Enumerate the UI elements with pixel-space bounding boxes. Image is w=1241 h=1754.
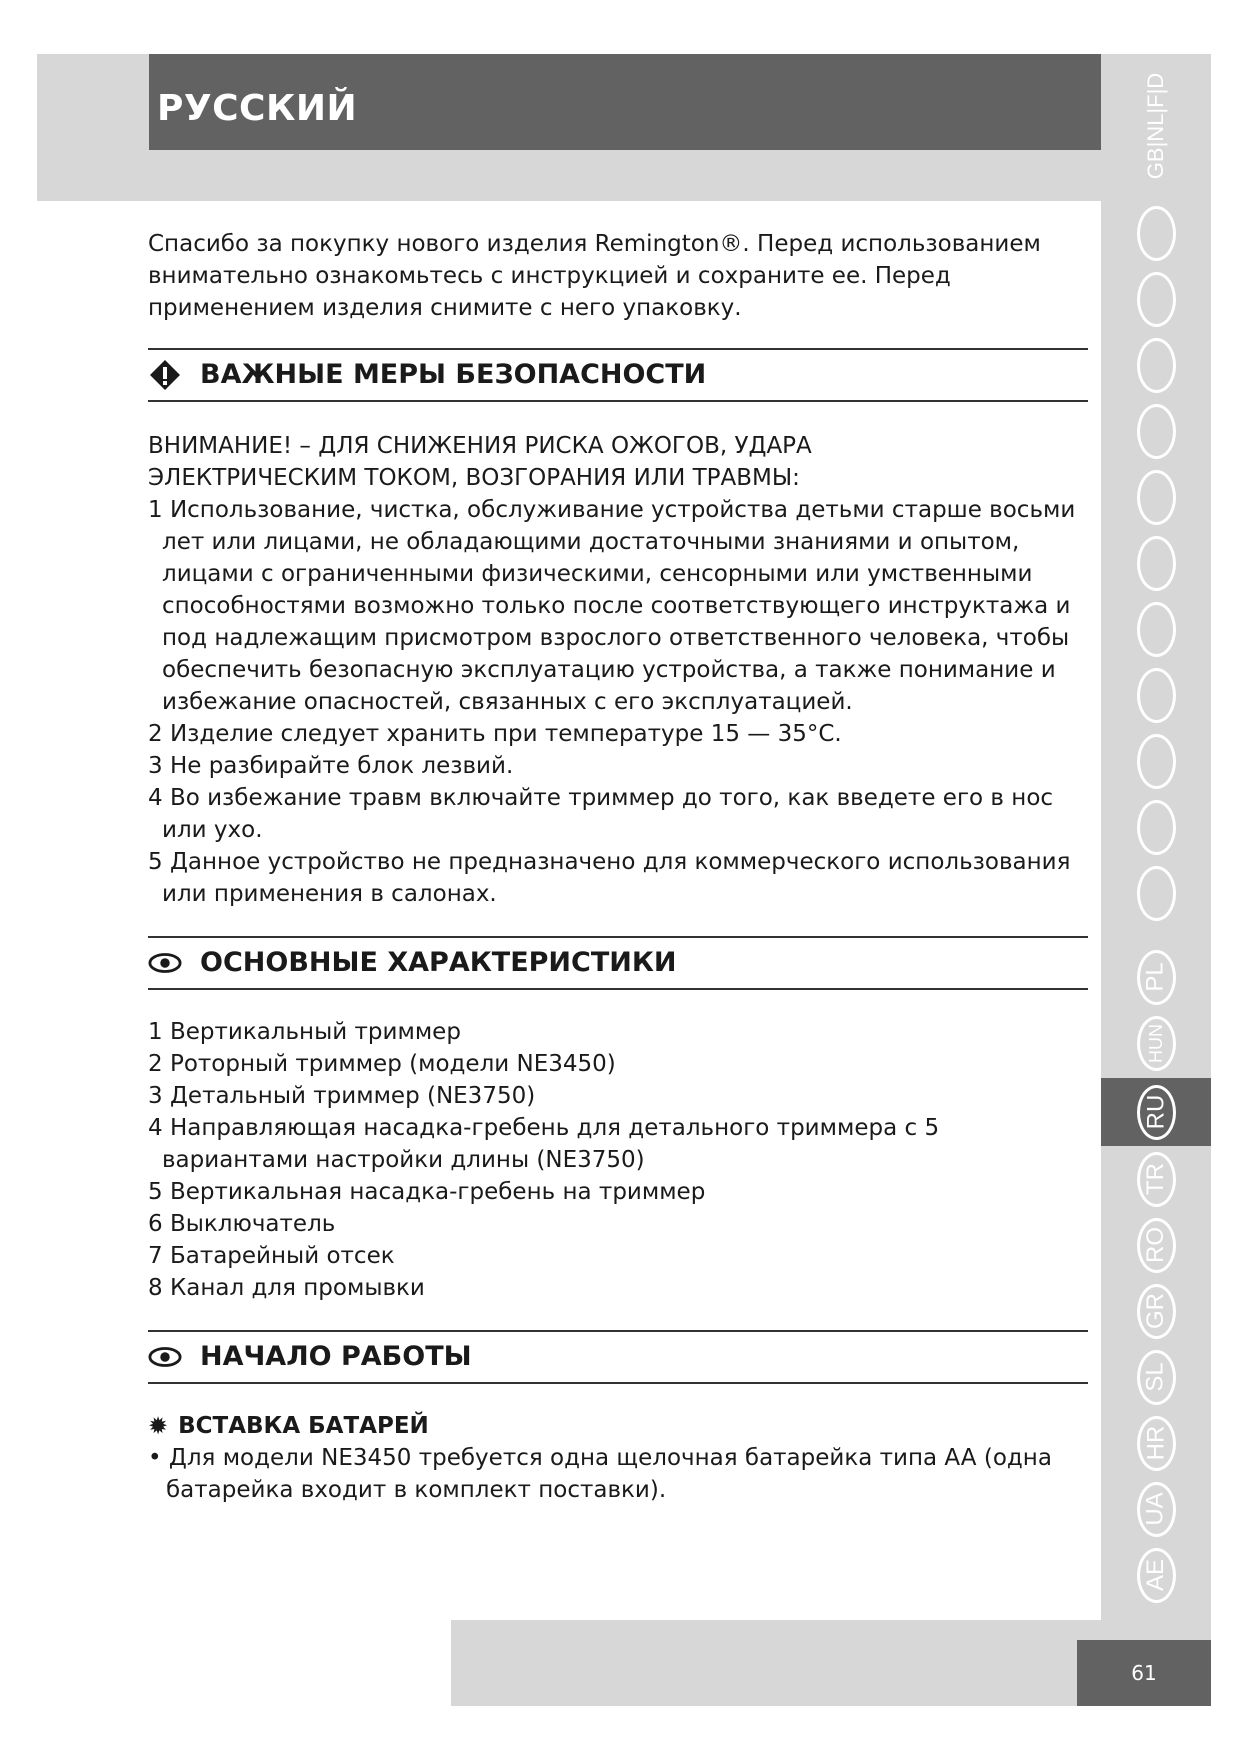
main-content [148, 228, 1088, 1506]
language-code: HUN [1145, 1023, 1166, 1063]
eye-icon [148, 1340, 182, 1374]
language-pill [1137, 1016, 1176, 1071]
list-item: 6 Выключатель [148, 1211, 336, 1237]
section-title: ВАЖНЫЕ МЕРЫ БЕЗОПАСНОСТИ [200, 359, 707, 390]
subsection-battery-heading [148, 1410, 1088, 1442]
language-tab-blank[interactable] [1101, 532, 1211, 594]
language-code: RO [1142, 1227, 1169, 1263]
language-tab-ua[interactable] [1101, 1478, 1211, 1540]
language-code: TR [1142, 1163, 1169, 1195]
bullet-text: Для модели NE3450 требуется одна щелочная батарейка типа AA (одна батарейка входит в комплект поставки). [166, 1445, 1052, 1503]
language-pill [1137, 1218, 1176, 1273]
language-pill [1137, 1284, 1176, 1339]
language-tab-blank[interactable] [1101, 796, 1211, 858]
language-code: PL [1141, 962, 1169, 992]
list-item: 8 Канал для промывки [148, 1275, 425, 1301]
intro-paragraph [148, 228, 1088, 324]
language-pill [1137, 734, 1176, 789]
section-safety-heading [148, 348, 1088, 402]
language-code: GB|NL|F|D [1142, 72, 1168, 180]
language-tab-blank[interactable] [1101, 202, 1211, 264]
language-tab-blank[interactable] [1101, 598, 1211, 660]
language-pill [1137, 470, 1176, 525]
language-tab-ru[interactable] [1101, 1081, 1211, 1143]
language-tab-blank[interactable] [1101, 268, 1211, 330]
gear-star-icon: ✹ [148, 1412, 169, 1440]
language-pill [1137, 668, 1176, 723]
intro-line: внимательно ознакомьтесь с инструкцией и сохраните ее. Перед [148, 263, 951, 289]
language-pill [1137, 1152, 1176, 1207]
language-tab-blank[interactable] [1101, 664, 1211, 726]
language-code: AE [1141, 1558, 1169, 1592]
language-code: RU [1142, 1094, 1170, 1130]
language-tab-blank[interactable] [1101, 730, 1211, 792]
language-code: GR [1142, 1293, 1169, 1329]
language-tab-hr[interactable] [1101, 1412, 1211, 1474]
list-item: 5 Данное устройство не предназначено для коммерческого использования или применения в салонах. [148, 849, 1071, 907]
language-pill [1137, 206, 1176, 261]
language-tab-gr[interactable] [1101, 1280, 1211, 1342]
safety-list [148, 494, 1088, 910]
list-item: 1 Вертикальный триммер [148, 1019, 461, 1045]
language-tab-ae[interactable] [1101, 1544, 1211, 1606]
language-pill [1137, 800, 1176, 855]
list-item: 3 Детальный триммер (NE3750) [148, 1083, 536, 1109]
bullet-icon: • [148, 1445, 169, 1471]
language-tab-blank[interactable] [1101, 334, 1211, 396]
list-item: 4 Во избежание травм включайте триммер до того, как введете его в нос или ухо. [148, 785, 1054, 843]
language-pill [1137, 1085, 1176, 1140]
language-code: UA [1142, 1492, 1169, 1526]
language-pill [1137, 1350, 1176, 1405]
eye-icon [148, 946, 182, 980]
list-item: 4 Направляющая насадка-гребень для детального триммера с 5 вариантами настройки длины (NE3750) [148, 1115, 940, 1173]
language-pill [1137, 1416, 1176, 1471]
language-tab-tr[interactable] [1101, 1148, 1211, 1210]
language-tab-pl[interactable] [1101, 946, 1211, 1008]
intro-line: Спасибо за покупку нового изделия Remington®. Перед использованием [148, 231, 1041, 257]
language-pill [1137, 866, 1176, 921]
language-code: HR [1142, 1425, 1170, 1461]
intro-line: применением изделия снимите с него упаковку. [148, 295, 742, 321]
safety-warning [148, 430, 1088, 494]
language-code: SL [1141, 1362, 1169, 1392]
language-tab-sl[interactable] [1101, 1346, 1211, 1408]
language-pill [1137, 602, 1176, 657]
language-pill [1137, 536, 1176, 591]
language-pill [1137, 950, 1176, 1005]
warning-icon [148, 358, 182, 392]
list-item: 7 Батарейный отсек [148, 1243, 395, 1269]
language-pill [1137, 272, 1176, 327]
warning-line: ЭЛЕКТРИЧЕСКИМ ТОКОМ, ВОЗГОРАНИЯ ИЛИ ТРАВМЫ: [148, 465, 800, 491]
language-tab-blank[interactable] [1101, 862, 1211, 924]
list-item: 2 Роторный триммер (модели NE3450) [148, 1051, 616, 1077]
section-title: НАЧАЛО РАБОТЫ [200, 1341, 472, 1372]
features-list [148, 1016, 1088, 1304]
page-number: 61 [1077, 1640, 1211, 1706]
list-item: 2 Изделие следует хранить при температуре 15 — 35°C. [148, 721, 842, 747]
bullet-item [148, 1442, 1088, 1506]
section-getting-started-heading [148, 1330, 1088, 1384]
list-item: 1 Использование, чистка, обслуживание устройства детьми старше восьми лет или лицами, не обладающими достаточными знаниями и опытом, лицами с ограниченными физическими, сенсорными или умственными способностями возможно только после соответствующего инструктажа и под надлежащим присмотром взрослого ответственного человека, чтобы обеспечить безопасную эксплуатацию устройства, а также понимание и избежание опасностей, связанных с его эксплуатацией. [148, 497, 1076, 715]
list-item: 3 Не разбирайте блок лезвий. [148, 753, 514, 779]
page-title: РУССКИЙ [157, 88, 358, 129]
language-tab-blank[interactable] [1101, 400, 1211, 462]
subsection-title: ВСТАВКА БАТАРЕЙ [178, 1413, 429, 1439]
language-tab-hun[interactable] [1101, 1012, 1211, 1074]
language-pill [1137, 338, 1176, 393]
section-title: ОСНОВНЫЕ ХАРАКТЕРИСТИКИ [200, 947, 677, 978]
language-pill [1137, 404, 1176, 459]
language-tab-gb-nl-f-d[interactable] [1101, 56, 1211, 196]
section-features-heading [148, 936, 1088, 990]
language-tab-blank[interactable] [1101, 466, 1211, 528]
list-item: 5 Вертикальная насадка-гребень на триммер [148, 1179, 706, 1205]
warning-line: ВНИМАНИЕ! – ДЛЯ СНИЖЕНИЯ РИСКА ОЖОГОВ, УДАРА [148, 433, 812, 459]
language-tab-ro[interactable] [1101, 1214, 1211, 1276]
language-pill [1137, 1482, 1176, 1537]
language-pill [1137, 1548, 1176, 1603]
